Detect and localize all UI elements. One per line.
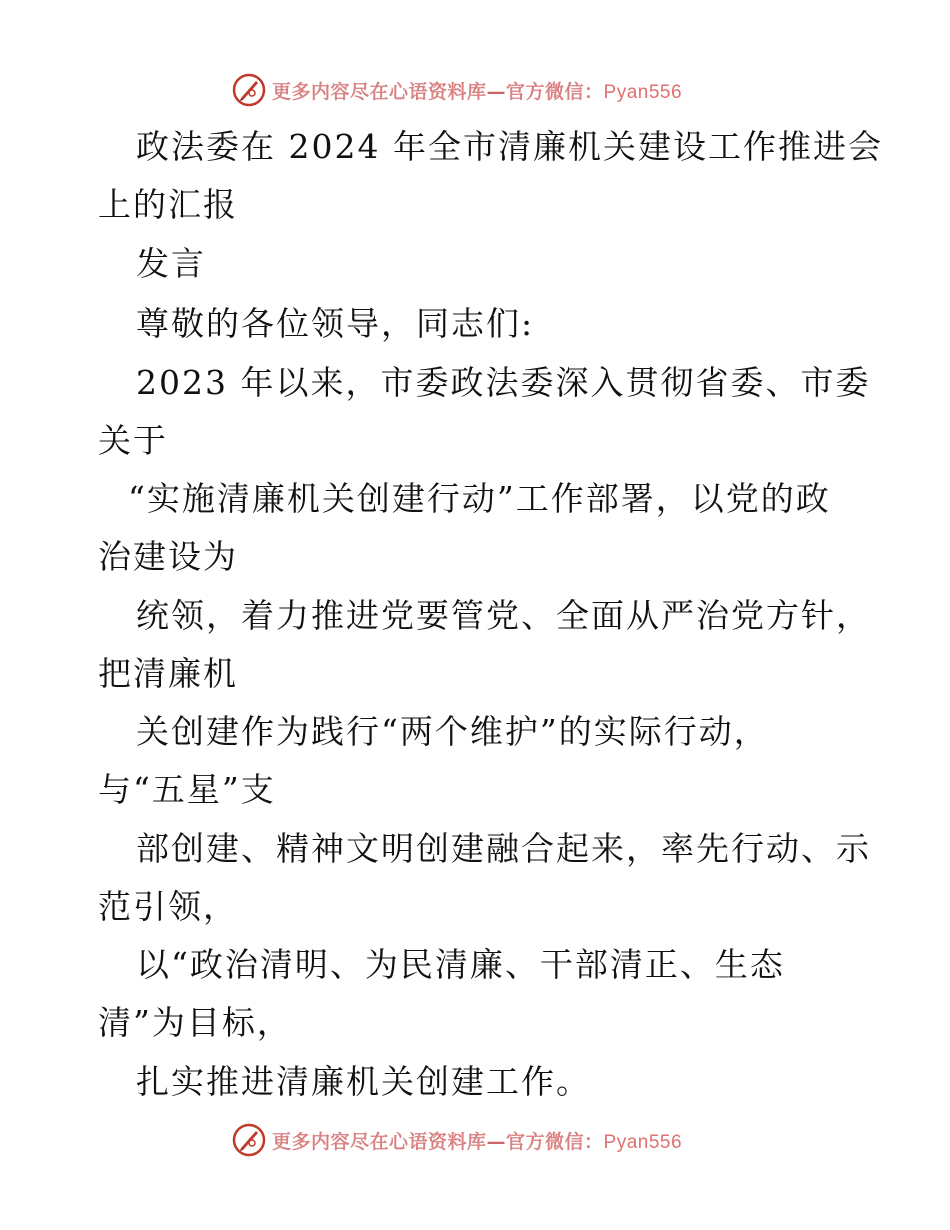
quill-logo-icon bbox=[232, 73, 266, 107]
paragraph-line: 2023 年以来，市委政法委深入贯彻省委、市委 bbox=[136, 363, 871, 402]
salutation: 尊敬的各位领导，同志们: bbox=[136, 304, 535, 343]
paragraph-line: 关于 bbox=[98, 421, 168, 460]
title-line-1: 政法委在 2024 年全市清廉机关建设工作推进会 bbox=[136, 127, 883, 166]
banner-slogan: 更多内容尽在心语资料库 bbox=[272, 80, 487, 103]
header-banner bbox=[232, 72, 732, 108]
footer-banner bbox=[232, 1122, 732, 1158]
paragraph-line: 扎实推进清廉机关创建工作。 bbox=[136, 1062, 591, 1101]
banner-slogan: 更多内容尽在心语资料库 bbox=[272, 1130, 487, 1153]
paragraph-line: 治建设为 bbox=[98, 537, 238, 576]
quill-logo-icon bbox=[232, 1123, 266, 1157]
paragraph-line: 把清廉机 bbox=[98, 654, 238, 693]
banner-separator: — bbox=[486, 1130, 507, 1153]
paragraph-line: 关创建作为践行“两个维护”的实际行动， bbox=[136, 712, 769, 751]
banner-wechat-label: 官方微信： bbox=[506, 1130, 604, 1153]
paragraph-line: 以“政治清明、为民清廉、干部清正、生态 bbox=[136, 945, 785, 984]
paragraph-line: 与“五星”支 bbox=[98, 770, 276, 809]
paragraph-line: 范引领， bbox=[98, 887, 238, 926]
title-line-2: 上的汇报 bbox=[98, 185, 238, 224]
paragraph-line: “实施清廉机关创建行动”工作部署，以党的政 bbox=[128, 479, 831, 518]
banner-wechat-id: Pyan556 bbox=[603, 1131, 683, 1153]
banner-separator: — bbox=[486, 80, 507, 103]
title-line-3: 发言 bbox=[136, 244, 206, 283]
paragraph-line: 部创建、精神文明创建融合起来，率先行动、示 bbox=[136, 829, 871, 868]
banner-wechat-label: 官方微信： bbox=[506, 80, 604, 103]
banner-wechat-id: Pyan556 bbox=[603, 81, 683, 103]
paragraph-line: 清”为目标， bbox=[98, 1003, 292, 1042]
paragraph-line: 统领，着力推进党要管党、全面从严治党方针， bbox=[136, 596, 871, 635]
